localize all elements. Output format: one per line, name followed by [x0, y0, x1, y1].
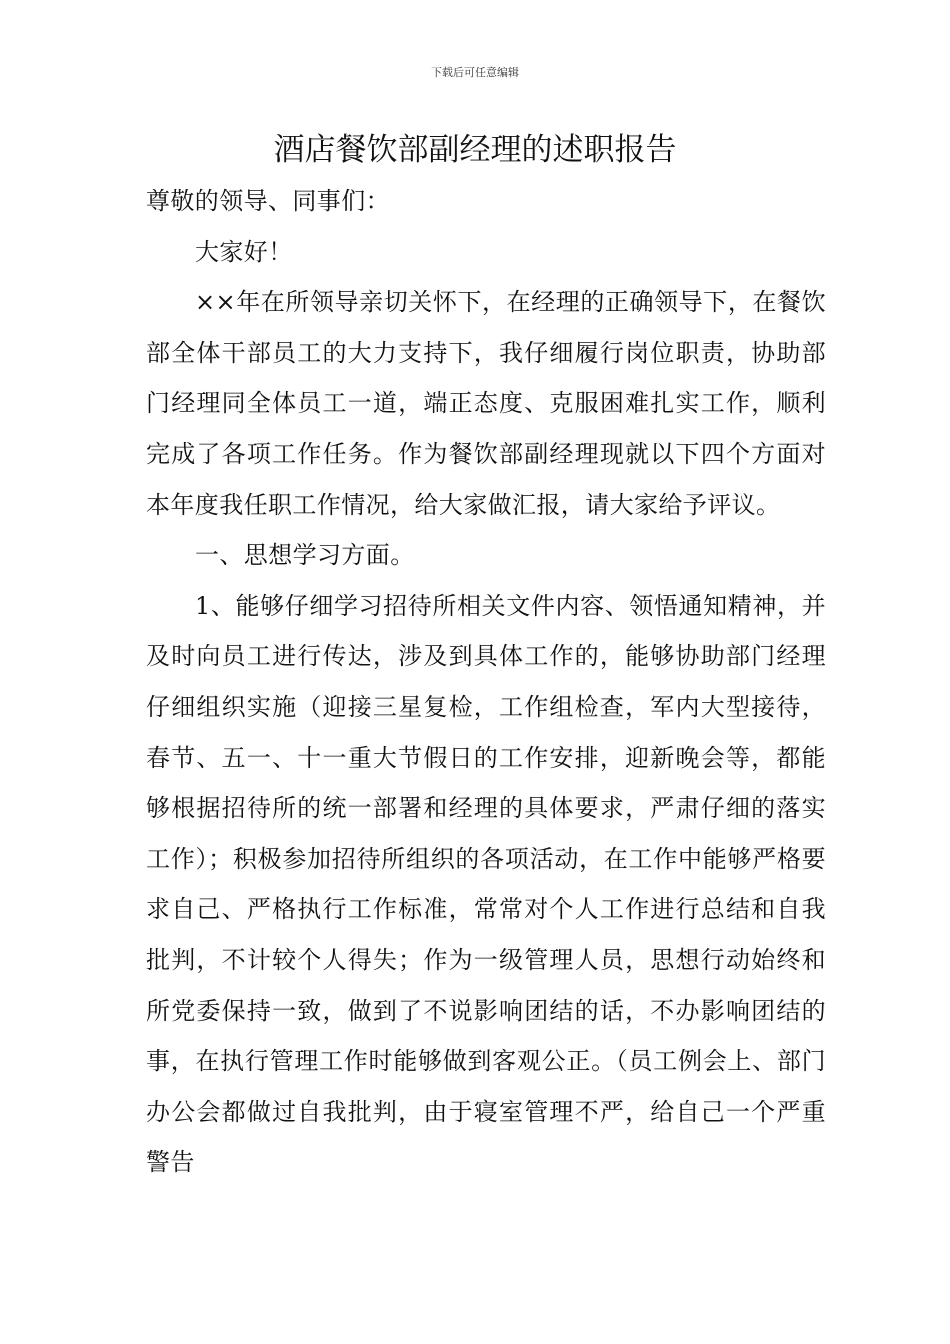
page-header-note: 下载后可任意编辑: [431, 66, 519, 79]
salutation: 尊敬的领导、同事们：: [146, 187, 390, 215]
document-title: 酒店餐饮部副经理的述职报告: [273, 132, 677, 168]
intro-paragraph: ××年在所领导亲切关怀下，在经理的正确领导下，在餐饮部全体干部员工的大力支持下，我仔细履行岗位职责，协助部门经理同全体员工一道，端正态度、克服困难扎实工作，顺利完成了各项工作任务。作为餐饮部副经理现就以下四个方面对本年度我任职工作情况，给大家做汇报，请大家给予评议。: [146, 288, 826, 519]
document-body: [146, 176, 826, 1188]
body-paragraph: 1、能够仔细学习招待所相关文件内容、领悟通知精神，并及时向员工进行传达，涉及到具体工作的，能够协助部门经理仔细组织实施（迎接三星复检，工作组检查，军内大型接待，春节、五一、十一重大节假日的工作安排，迎新晚会等，都能够根据招待所的统一部署和经理的具体要求，严肃仔细的落实工作）；积极参加招待所组织的各项活动，在工作中能够严格要求自己、严格执行工作标准，常常对个人工作进行总结和自我批判，不计较个人得失；作为一级管理人员，思想行动始终和所党委保持一致，做到了不说影响团结的话，不办影响团结的事，在执行管理工作时能够做到客观公正。（员工例会上、部门办公会都做过自我批判，由于寝室管理不严，给自己一个严重警告: [146, 591, 826, 1177]
section-heading: 一、思想学习方面。: [195, 541, 415, 570]
greeting: 大家好！: [195, 237, 293, 266]
